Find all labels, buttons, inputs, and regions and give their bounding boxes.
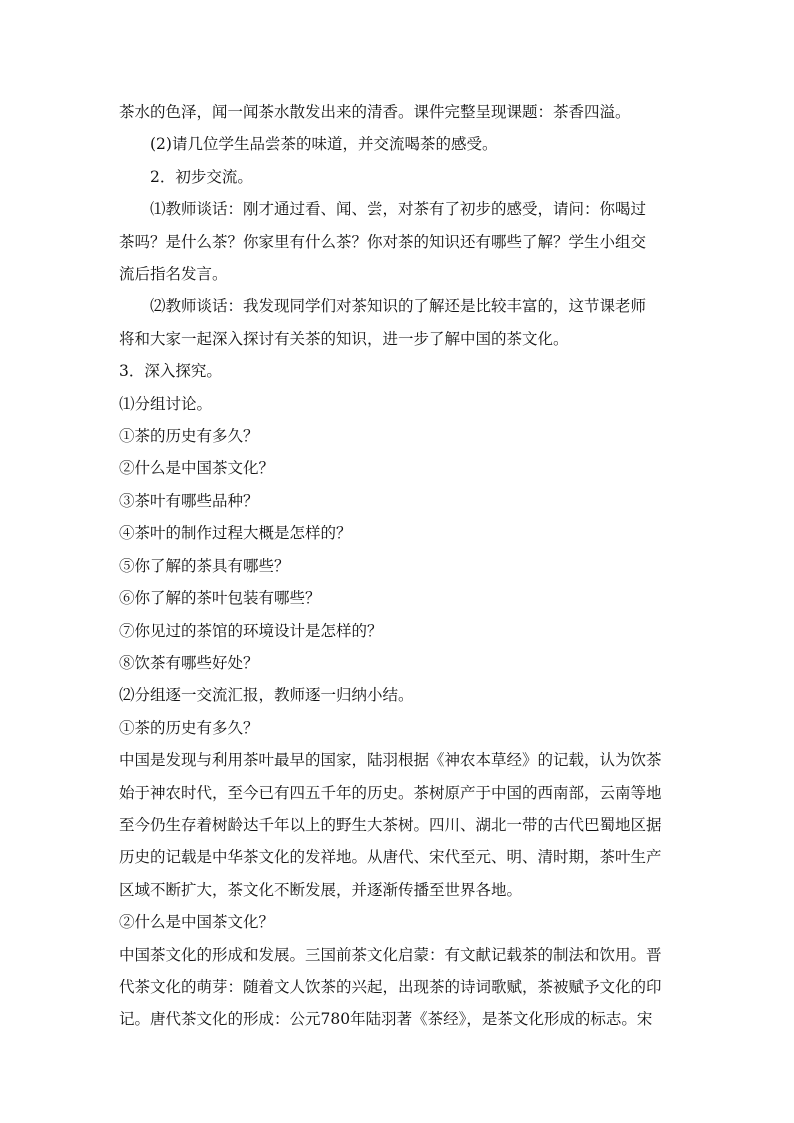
text-line: 中国是发现与利用茶叶最早的国家，陆羽根据《神农本草经》的记载，认为饮茶 — [119, 751, 662, 770]
text-line: ①茶的历史有多久？ — [119, 427, 259, 446]
text-line: ⑴教师谈话：刚才通过看、闻、尝，对茶有了初步的感受，请问：你喝过 — [150, 200, 647, 219]
text-line: 记。唐代茶文化的形成：公元780年陆羽著《茶经》，是茶文化形成的标志。宋 — [119, 1010, 653, 1029]
text-line: 区域不断扩大，茶文化不断发展，并逐渐传播至世界各地。 — [119, 880, 523, 899]
text-line: 至今仍生存着树龄达千年以上的野生大茶树。四川、湖北一带的古代巴蜀地区据 — [119, 815, 662, 834]
text-line: 历史的记载是中华茶文化的发祥地。从唐代、宋代至元、明、清时期，茶叶生产 — [119, 848, 662, 867]
text-line: ③茶叶有哪些品种？ — [119, 491, 259, 510]
text-line: ⑧饮茶有哪些好处？ — [119, 653, 259, 672]
text-line: 2．初步交流。 — [150, 167, 253, 186]
text-line: ⑥你了解的茶叶包装有哪些？ — [119, 589, 321, 608]
text-line: ④茶叶的制作过程大概是怎样的？ — [119, 524, 352, 543]
text-line: 将和大家一起深入探讨有关茶的知识，进一步了解中国的茶文化。 — [119, 329, 569, 348]
text-line: 茶水的色泽，闻一闻茶水散发出来的清香。课件完整呈现课题：茶香四溢。 — [119, 103, 631, 121]
text-line: (2)请几位学生品尝茶的味道，并交流喝茶的感受。 — [150, 135, 498, 154]
text-line: ①茶的历史有多久？ — [119, 718, 259, 737]
text-line: 始于神农时代，至今已有四五千年的历史。茶树原产于中国的西南部，云南等地 — [119, 783, 662, 802]
text-line: 茶吗？是什么茶？你家里有什么茶？你对茶的知识还有哪些了解？学生小组交 — [119, 232, 647, 251]
text-line: 中国茶文化的形成和发展。三国前茶文化启蒙：有文献记载茶的制法和饮用。晋 — [119, 945, 662, 964]
text-line: ⑴分组讨论。 — [119, 394, 213, 413]
text-line: 流后指名发言。 — [119, 265, 228, 284]
text-line: ⑵分组逐一交流汇报，教师逐一归纳小结。 — [119, 686, 414, 705]
text-line: ⑤你了解的茶具有哪些？ — [119, 556, 290, 575]
text-line: 3．深入探究。 — [119, 362, 222, 381]
text-line: 代茶文化的萌芽：随着文人饮茶的兴起，出现茶的诗词歌赋，茶被赋予文化的印 — [119, 977, 662, 996]
document-body — [119, 96, 679, 1036]
text-line: ②什么是中国茶文化？ — [119, 913, 275, 932]
text-line: ⑦你见过的茶馆的环境设计是怎样的？ — [119, 621, 383, 640]
text-line: ⑵教师谈话：我发现同学们对茶知识的了解还是比较丰富的，这节课老师 — [150, 297, 647, 316]
text-line: ②什么是中国茶文化？ — [119, 459, 275, 478]
